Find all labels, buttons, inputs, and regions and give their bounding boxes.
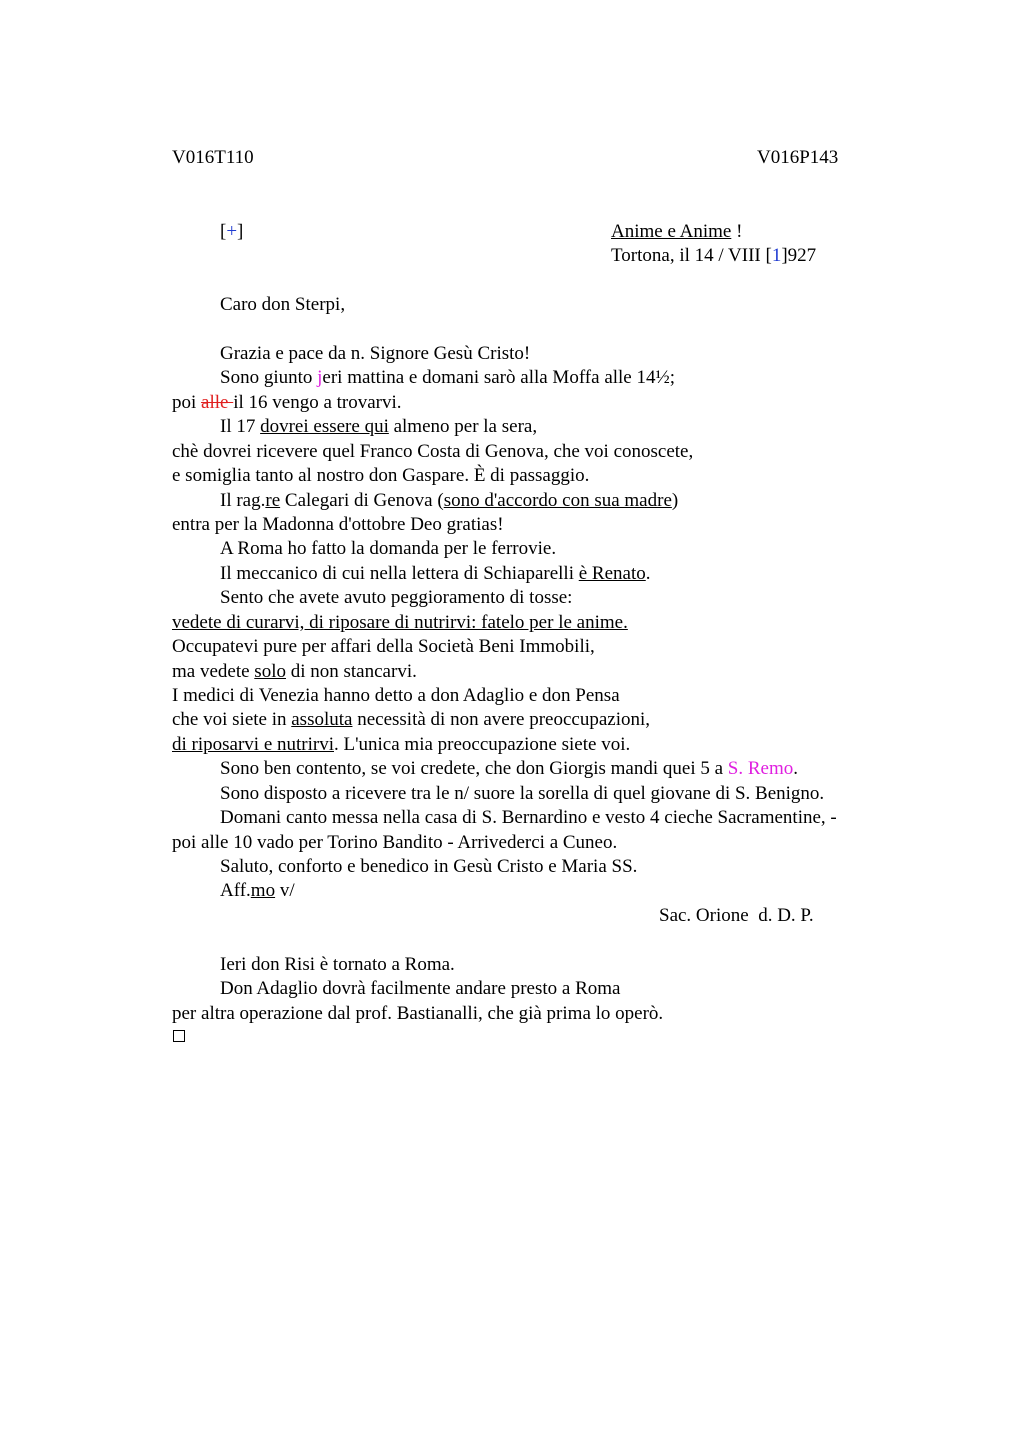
cross-plus: + <box>226 221 238 242</box>
dateline-post: ]927 <box>781 245 817 266</box>
letter-line-5: chè dovrei ricevere quel Franco Costa di Genova, che voi conoscete, <box>172 441 694 462</box>
letter-line-6: e somiglia tanto al nostro don Gaspare. È di passaggio. <box>172 465 590 486</box>
line-23-part-b: v/ <box>275 880 295 901</box>
motto-text: Anime e Anime <box>611 221 732 242</box>
line-14-part-a: ma vedete <box>172 661 255 682</box>
line-3-deleted-text: alle <box>201 392 234 413</box>
line-7-part-c: ) <box>671 490 679 511</box>
letter-line-13: Occupatevi pure per affari della Società Beni Immobili, <box>172 636 595 657</box>
letter-line-9: A Roma ho fatto la domanda per le ferrovie. <box>220 538 557 559</box>
dateline-number: 1 <box>771 245 782 266</box>
motto-line <box>611 220 742 244</box>
salutation: Caro don Sterpi, <box>220 294 346 315</box>
letter-line-18 <box>220 757 798 781</box>
line-10-underlined: è Renato <box>578 563 646 584</box>
line-2-part-a: Sono giunto <box>220 367 318 388</box>
cross-close-bracket: ] <box>237 221 244 242</box>
letter-line-16 <box>172 708 650 732</box>
postscript-line-3: per altra operazione dal prof. Bastianalli, che già prima lo operò. <box>172 1003 664 1024</box>
letter-line-22: Saluto, conforto e benedico in Gesù Cristo e Maria SS. <box>220 856 638 877</box>
letter-line-4 <box>220 415 537 439</box>
postscript-line-1: Ieri don Risi è tornato a Roma. <box>220 954 455 975</box>
line-7-part-b: Calegari di Genova ( <box>280 490 444 511</box>
letter-line-1: Grazia e pace da n. Signore Gesù Cristo! <box>220 343 531 364</box>
line-3-part-a: poi <box>172 392 202 413</box>
signature: Sac. Orione d. D. P. <box>659 905 814 926</box>
line-23-abbrev-suffix: mo <box>250 880 276 901</box>
cross-open-bracket: [ <box>220 221 227 242</box>
dateline-pre: Tortona, il 14 / VIII [ <box>611 245 772 266</box>
line-10-part-b: . <box>645 563 651 584</box>
line-7-abbrev-suffix: re <box>265 490 281 511</box>
line-17-underlined: di riposarvi e nutrirvi <box>172 734 334 755</box>
line-23-part-a: Aff. <box>220 880 251 901</box>
letter-line-10 <box>220 562 651 586</box>
letter-line-12: vedete di curarvi, di riposare di nutrirvi: fatelo per le anime. <box>172 612 628 633</box>
letter-line-14 <box>172 660 417 684</box>
line-4-part-a: Il 17 <box>220 416 261 437</box>
motto-exclamation: ! <box>731 221 743 242</box>
postscript-line-2: Don Adaglio dovrà facilmente andare presto a Roma <box>220 978 621 999</box>
letter-line-15: I medici di Venezia hanno detto a don Adaglio e don Pensa <box>172 685 620 706</box>
line-16-underlined: assoluta <box>291 709 353 730</box>
line-17-part-b: . L'unica mia preoccupazione siete voi. <box>334 734 631 755</box>
line-4-underlined: dovrei essere qui <box>260 416 389 437</box>
letter-line-8: entra per la Madonna d'ottobre Deo gratias! <box>172 514 504 535</box>
letter-line-21: poi alle 10 vado per Torino Bandito - Arrivederci a Cuneo. <box>172 832 618 853</box>
cross-mark <box>220 220 243 244</box>
letter-line-17 <box>172 733 630 757</box>
letter-line-20: Domani canto messa nella casa di S. Bernardino e vesto 4 cieche Sacramentine, - <box>220 807 837 828</box>
end-mark-square-icon <box>173 1030 185 1042</box>
letter-line-2 <box>220 366 675 390</box>
letter-line-19: Sono disposto a ricevere tra le n/ suore la sorella di quel giovane di S. Benigno. <box>220 783 825 804</box>
line-16-part-a: che voi siete in <box>172 709 292 730</box>
letter-line-3 <box>172 391 402 415</box>
line-10-part-a: Il meccanico di cui nella lettera di Schiaparelli <box>220 563 579 584</box>
letter-line-7 <box>220 489 678 513</box>
line-7-part-a: Il rag. <box>220 490 266 511</box>
line-16-part-b: necessità di non avere preoccupazioni, <box>352 709 651 730</box>
letter-line-23 <box>220 879 295 903</box>
line-14-part-b: di non stancarvi. <box>285 661 417 682</box>
line-14-underlined: solo <box>254 661 286 682</box>
line-2-part-b: eri mattina e domani sarò alla Moffa alle 14½; <box>322 367 676 388</box>
line-2-inserted-letter: j <box>317 367 323 388</box>
document-code-left: V016T110 <box>172 147 254 168</box>
line-18-part-b: . <box>793 758 798 779</box>
document-code-right: V016P143 <box>757 147 839 168</box>
letter-line-11: Sento che avete avuto peggioramento di tosse: <box>220 587 573 608</box>
line-18-part-a: Sono ben contento, se voi credete, che don Giorgis mandi quei 5 a <box>220 758 728 779</box>
line-18-place-name: S. Remo <box>727 758 794 779</box>
line-4-part-b: almeno per la sera, <box>388 416 538 437</box>
line-7-underlined: sono d'accordo con sua madre <box>443 490 672 511</box>
line-3-part-b: il 16 vengo a trovarvi. <box>233 392 402 413</box>
dateline <box>611 244 816 268</box>
